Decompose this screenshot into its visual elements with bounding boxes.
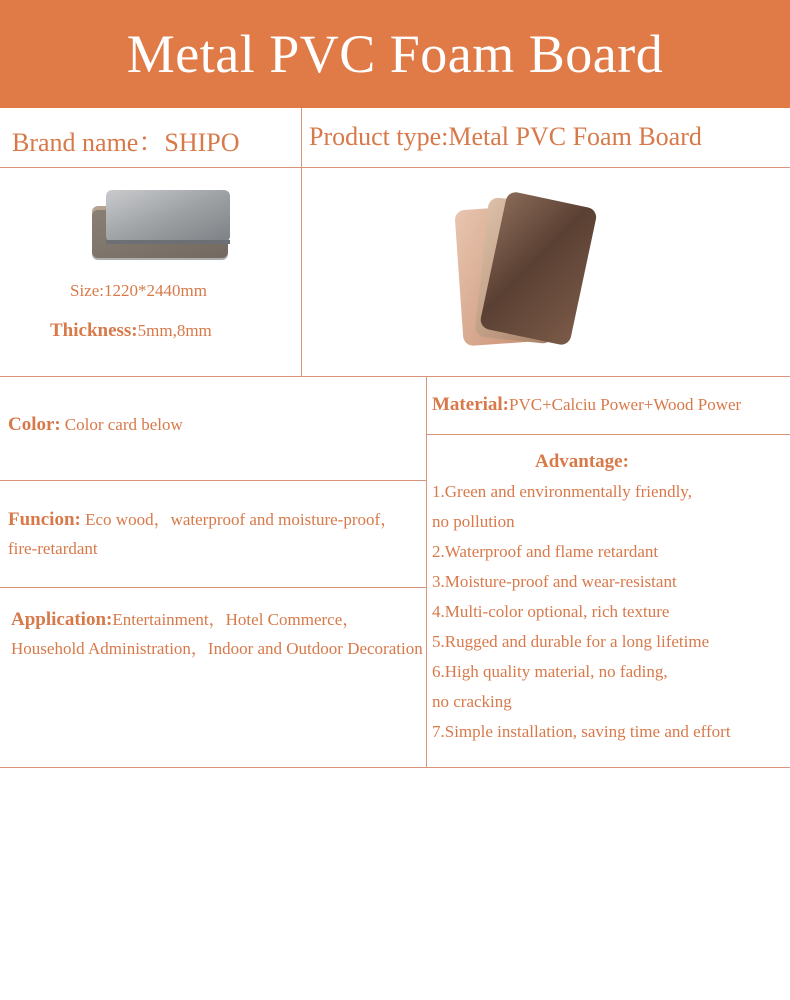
advantage-title: Advantage: [535, 451, 629, 472]
advantage-item: 4.Multi-color optional, rich texture [432, 602, 670, 621]
material-cell [432, 394, 741, 416]
function-value: Eco wood，waterproof and moisture-proof，fire-retardant [8, 510, 398, 558]
rule-col-divider-top [301, 108, 302, 376]
function-cell [8, 505, 418, 563]
rule-color-bottom [0, 480, 426, 481]
rule-table-bottom [0, 767, 790, 768]
advantage-item: 1.Green and environmentally friendly, [432, 482, 692, 501]
advantage-item: no cracking [432, 692, 512, 711]
rule-material-bottom [426, 434, 790, 435]
function-label: Funcion: [8, 509, 81, 530]
material-label: Material: [432, 394, 510, 415]
rule-function-bottom [0, 587, 426, 588]
material-value: PVC+Calciu Power+Wood Power [509, 395, 742, 414]
brand-name-value: SHIPO [164, 128, 240, 157]
rule-row2-bottom [0, 376, 790, 377]
color-label: Color: [8, 414, 61, 435]
thickness-label: Thickness: [50, 320, 138, 341]
application-cell [11, 605, 423, 663]
advantage-item: 7.Simple installation, saving time and effort [432, 722, 731, 741]
silver-board-image [84, 186, 234, 266]
title-banner [0, 0, 790, 108]
advantage-list [432, 477, 788, 747]
rule-row1-bottom [0, 167, 790, 168]
advantage-item: 2.Waterproof and flame retardant [432, 542, 659, 561]
application-value: Entertainment，Hotel Commerce，Household Administration，Indoor and Outdoor Decoration [11, 610, 423, 658]
advantage-item: 6.High quality material, no fading, [432, 662, 668, 681]
application-label: Application: [11, 609, 113, 630]
product-type-value: Metal PVC Foam Board [448, 122, 702, 151]
page-title: Metal PVC Foam Board [126, 24, 664, 84]
bronze-board-image [455, 186, 605, 356]
color-cell [8, 414, 183, 436]
product-type-cell [309, 122, 702, 152]
brand-name-label: Brand name： [12, 128, 165, 157]
product-type-label: Product type: [309, 122, 449, 151]
color-value: Color card below [64, 415, 183, 434]
brand-name-cell [12, 122, 240, 159]
advantage-item: 5.Rugged and durable for a long lifetime [432, 632, 710, 651]
advantage-item: no pollution [432, 512, 515, 531]
thickness-cell [50, 320, 212, 342]
thickness-value: 5mm,8mm [137, 321, 212, 340]
rule-col-divider-bottom [426, 376, 427, 767]
advantage-item: 3.Moisture-proof and wear-resistant [432, 572, 677, 591]
size-text: Size:1220*2440mm [70, 281, 207, 300]
